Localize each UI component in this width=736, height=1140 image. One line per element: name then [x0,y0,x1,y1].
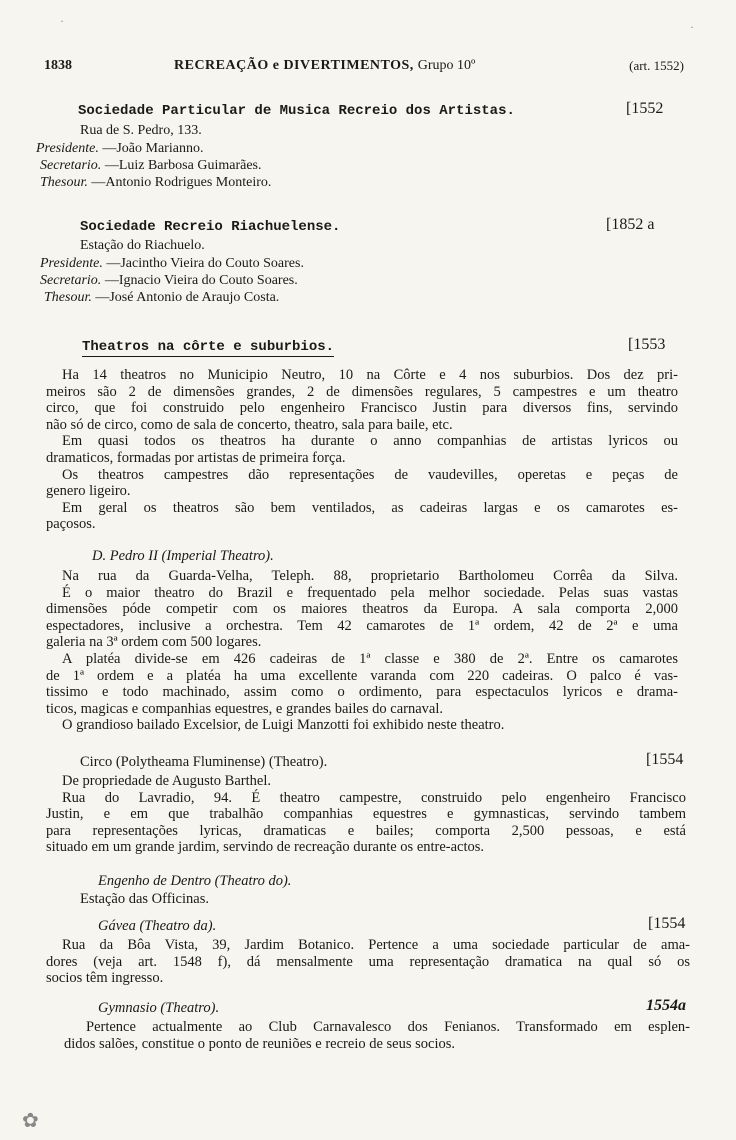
theatres-intro-paragraph [46,367,678,533]
text-line: dramaticos, formadas por artistas de primeira força. [46,449,346,466]
officer-row [40,256,304,272]
theatre-title: D. Pedro II (Imperial Theatro). [92,548,274,564]
entry-title: Theatros na côrte e suburbios. [82,339,335,355]
theatre-title: Gymnasio (Theatro). [98,1000,220,1016]
entry-number: [1554 [648,915,686,932]
text-line: meiros são 2 de dimensões grandes, 2 de dimensões regulares, 5 campestres e um theatro [46,383,678,400]
entry-number: [1852 a [606,216,655,233]
officer-role: Secretario. [40,158,102,173]
officer-role: Thesour. [40,175,88,190]
group-label: Grupo 10º [417,58,476,73]
text-line: de 1ª ordem e a platéa ha uma excellente varanda com 220 cadeiras. O palco é vas- [46,667,678,684]
text-line: circo, que foi construido pelo engenheiro Francisco Justin para diversos fins, servindo [46,400,678,417]
text-line: paçosos. [46,516,96,533]
text-line: Ha 14 theatros no Municipio Neutro, 10 na Côrte e 4 nos suburbios. Dos dez pri- [62,367,678,383]
officer-role: Thesour. [44,290,92,305]
print-speck: · [690,20,694,34]
officer-row [40,273,298,289]
officer-row [44,290,279,306]
entry-title: Sociedade Recreio Riachuelense. [80,219,341,235]
running-header [44,58,684,80]
text-line: para representações lyricas, dramaticas e bailes; comporta 2,500 pessoas, e está [46,822,686,839]
officer-row [40,158,262,174]
running-title: RECREAÇÃO e DIVERTIMENTOS, Grupo 10º [174,58,476,73]
officer-name: —Antonio Rodrigues Monteiro. [91,175,272,190]
text-line: dores (veja art. 1548 f), dá mensalmente uma representação dramatica na qual só os [46,953,690,970]
text-line: socios têm ingresso. [46,970,164,987]
text-line: ticos, magicas e companhias equestres, e grandes bailes do carnaval. [46,700,443,717]
officer-row [40,175,271,191]
text-line: não só de circo, como de sala de concerto, theatro, sala para baile, etc. [46,416,453,433]
text-line: galeria na 3ª ordem com 500 logares. [46,634,262,651]
entry-number: [1552 [626,100,664,117]
officer-role: Presidente. [36,141,99,156]
text-line: Pertence actualmente ao Club Carnavalesco dos Fenianos. Transformado em esplen- [86,1019,690,1035]
text-line: genero ligeiro. [46,483,131,500]
text-line: espectadores, inclusive a orchestra. Tem 42 camarotes de 1ª ordem, 42 de 2ª e uma [46,617,678,634]
text-line: dimensões póde competir com os maiores theatros da Europa. A sala comporta 2,000 [46,601,678,618]
gavea-paragraph [46,937,690,987]
page-number: 1838 [44,58,72,73]
print-speck: · [60,14,64,28]
dom-pedro-paragraph [46,568,678,734]
text-line: situado em um grande jardim, servindo de recreação durante os entre-actos. [46,839,485,856]
officer-name: —Ignacio Vieira do Couto Soares. [104,273,298,288]
officer-row [36,141,203,157]
theatre-title: Circo (Polytheama Fluminense) (Theatro). [80,754,328,770]
text-line: didos salões, constitue o ponto de reuniões e recreio de seus socios. [64,1035,456,1052]
officer-name: —José Antonio de Araujo Costa. [95,290,280,305]
theatre-title: Gávea (Theatro da). [98,918,217,934]
text-line: Em quasi todos os theatros ha durante o anno companhias de artistas lyricos ou [62,433,678,450]
text-line: Rua do Lavradio, 94. É theatro campestre, construido pelo engenheiro Francisco [62,789,686,806]
print-speck: ✿ [22,1110,39,1132]
theatre-title: Engenho de Dentro (Theatro do). [98,873,292,889]
officer-role: Secretario. [40,273,102,288]
gymnasio-paragraph [50,1019,690,1052]
entry-number: 1554a [646,997,686,1014]
text-line: tissimo e todo machinado, assim como o ordimento, para espectaculos lyricos e drama- [46,684,678,701]
theatre-address: Estação das Officinas. [80,891,209,907]
text-line: Rua da Bôa Vista, 39, Jardim Botanico. Pertence a uma sociedade particular de ama- [62,937,690,953]
officer-role: Presidente. [40,256,103,271]
entry-number: [1553 [628,336,666,353]
officer-name: —Jacintho Vieira do Couto Soares. [106,256,304,271]
entry-title: Sociedade Particular de Musica Recreio dos Artistas. [78,103,515,119]
circo-paragraph [46,773,686,856]
text-line: É o maior theatro do Brazil e frequentado pela melhor sociedade. Pelas suas vastas [62,584,678,601]
text-line: Justin, e em que trabalhão companhias equestres e gymnasticas, servindo tambem [46,806,686,823]
officer-name: —Luiz Barbosa Guimarães. [104,158,262,173]
text-line: Os theatros campestres dão representações de vaudevilles, operetas e peças de [62,466,678,483]
article-reference: (art. 1552) [629,58,684,73]
text-line: O grandioso bailado Excelsior, de Luigi Manzotti foi exhibido neste theatro. [62,717,505,734]
officer-name: —João Marianno. [102,141,204,156]
entry-number: [1554 [646,751,684,768]
text-line: De propriedade de Augusto Barthel. [62,773,271,789]
entry-address: Rua de S. Pedro, 133. [80,123,202,138]
text-line: Em geral os theatros são bem ventilados, as cadeiras largas e os camarotes es- [62,499,678,516]
entry-address: Estação do Riachuelo. [80,238,205,253]
text-line: Na rua da Guarda-Velha, Teleph. 88, proprietario Bartholomeu Corrêa da Silva. [62,568,678,584]
text-line: A platéa divide-se em 426 cadeiras de 1ª classe e 380 de 2ª. Entre os camarotes [62,650,678,667]
